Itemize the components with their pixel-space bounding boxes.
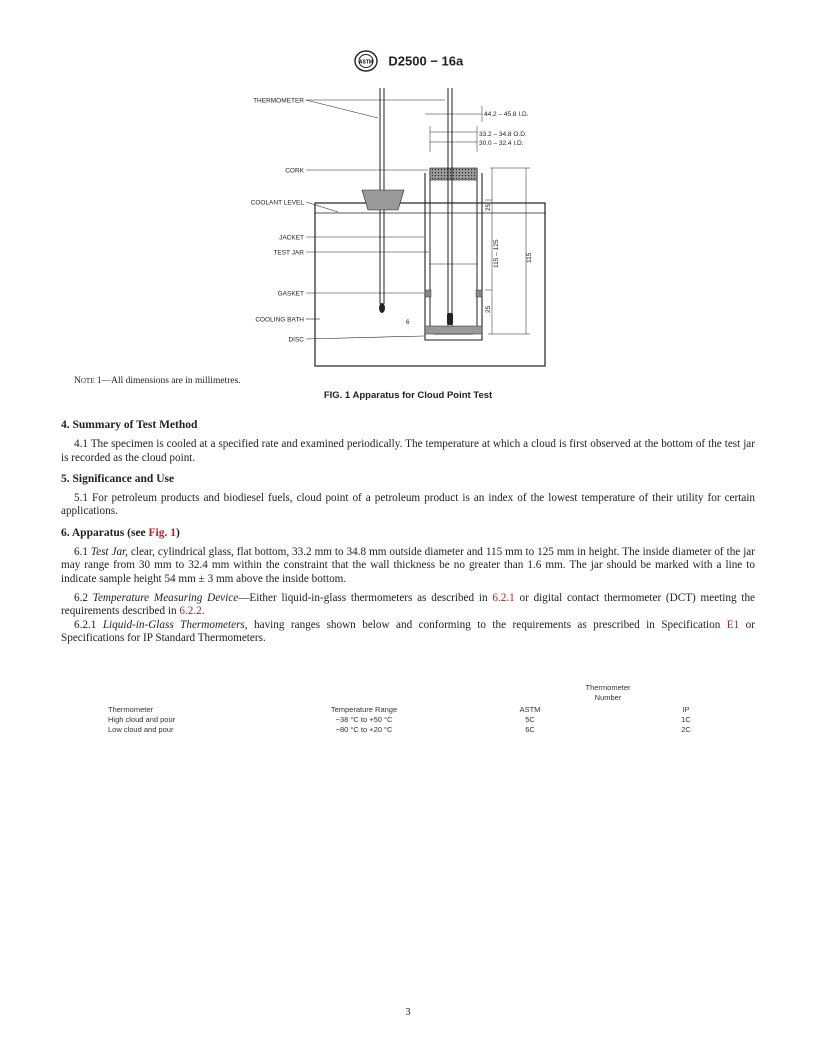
ref-e1-link[interactable]: E1 bbox=[726, 618, 740, 631]
section-4 bbox=[61, 419, 755, 465]
bath-cork bbox=[362, 190, 404, 210]
dim-jacket-id: 44.2 – 45.8 I.D. bbox=[484, 111, 529, 118]
dim-jar-od: 33.2 – 34.8 O.D. bbox=[479, 131, 527, 138]
dim-disc: 6 bbox=[406, 319, 410, 326]
section-6 bbox=[61, 527, 755, 645]
astm-logo-icon bbox=[353, 50, 379, 72]
dim-jar-height: 115 – 125 bbox=[493, 239, 500, 268]
group-header: Thermometer Number bbox=[585, 683, 631, 702]
note-text: —All dimensions are in millimetres. bbox=[101, 376, 241, 386]
col-header-range: Temperature Range bbox=[330, 705, 398, 714]
dim-gasket: 25 bbox=[485, 305, 492, 313]
test-jar-outline bbox=[430, 168, 477, 334]
figure-note bbox=[74, 376, 241, 386]
body-content bbox=[61, 419, 755, 653]
table-row: High cloud and pour −38 °C to +50 °C 5C 1C bbox=[108, 715, 691, 724]
paragraph-4-1: 4.1 The specimen is cooled at a specified rate and examined periodically. The temperature at which a cloud is first observed at the bottom of the test jar is recorded as the cloud point. bbox=[61, 438, 755, 464]
col-header-thermometer: Thermometer bbox=[108, 705, 154, 714]
jacket-outline bbox=[425, 173, 482, 340]
astm-logo-text: ASTM bbox=[358, 59, 373, 66]
document-code: D2500 − 16a bbox=[388, 53, 464, 69]
label-gasket: GASKET bbox=[277, 290, 304, 298]
section-5-heading: 5. Significance and Use bbox=[61, 472, 175, 485]
label-coolant-level: COOLANT LEVEL bbox=[250, 199, 304, 207]
paragraph-5-1: 5.1 For petroleum products and biodiesel fuels, cloud point of a petroleum product is an index of the lowest temperature of their utility for certain applications. bbox=[61, 492, 755, 518]
figure-caption: FIG. 1 Apparatus for Cloud Point Test bbox=[323, 390, 493, 401]
gasket-left bbox=[425, 290, 431, 297]
dim-bath-depth: 115 bbox=[526, 252, 533, 263]
dim-jar-id: 30.0 – 32.4 I.D. bbox=[479, 140, 524, 147]
col-header-astm: ASTM bbox=[519, 705, 541, 714]
table-row: Low cloud and pour −80 °C to +20 °C 6C 2C bbox=[108, 725, 691, 734]
paragraph-6-1: 6.1 Test Jar, clear, cylindrical glass, flat bottom, 33.2 mm to 34.8 mm outside diameter and 115 mm to 125 mm in height. The inside diameter of the jar may range from 30 mm to 32.4 mm within the constraint that the wall thickness be no greater than 1.6 mm. The jar should be marked with a line to indicate sample height 54 mm ± 3 mm above the inside bottom. bbox=[61, 546, 756, 585]
dim-top: 25 bbox=[485, 203, 492, 211]
disc bbox=[425, 326, 482, 334]
col-header-ip: IP bbox=[682, 705, 690, 714]
paragraph-6-2-1: 6.2.1 Liquid-in-Glass Thermometers, having ranges shown below and conforming to the requirements as prescribed in Specification E1 or Specifications for IP Standard Thermometers. bbox=[61, 618, 756, 644]
gasket-right bbox=[476, 290, 482, 297]
note-label: Note 1 bbox=[74, 376, 102, 386]
section-6-heading: 6. Apparatus (see Fig. 1) bbox=[61, 526, 180, 539]
ref-6-2-2-link[interactable]: 6.2.2 bbox=[179, 605, 202, 618]
apparatus-figure bbox=[230, 78, 570, 368]
label-thermometer: THERMOMETER bbox=[253, 97, 304, 105]
section-5 bbox=[61, 473, 755, 519]
label-jacket: JACKET bbox=[279, 234, 304, 242]
label-disc: DISC bbox=[288, 336, 304, 344]
thermometer-table bbox=[106, 683, 706, 735]
document-header bbox=[0, 50, 816, 72]
label-test-jar: TEST JAR bbox=[273, 249, 304, 257]
table-header-row bbox=[106, 705, 706, 715]
fig-1-link[interactable]: Fig. 1 bbox=[148, 526, 177, 539]
paragraph-6-2: 6.2 Temperature Measuring Device—Either liquid-in-glass thermometers as described in 6.2.1 or digital contact thermometer (DCT) meeting the requirements described in 6.2.2. bbox=[61, 591, 755, 618]
label-cork: CORK bbox=[285, 167, 304, 175]
table-group-header bbox=[106, 683, 706, 705]
label-cooling-bath: COOLING BATH bbox=[255, 316, 304, 324]
section-4-heading: 4. Summary of Test Method bbox=[61, 419, 198, 431]
page-number: 3 bbox=[405, 1007, 411, 1018]
ref-6-2-1-link[interactable]: 6.2.1 bbox=[492, 591, 515, 604]
